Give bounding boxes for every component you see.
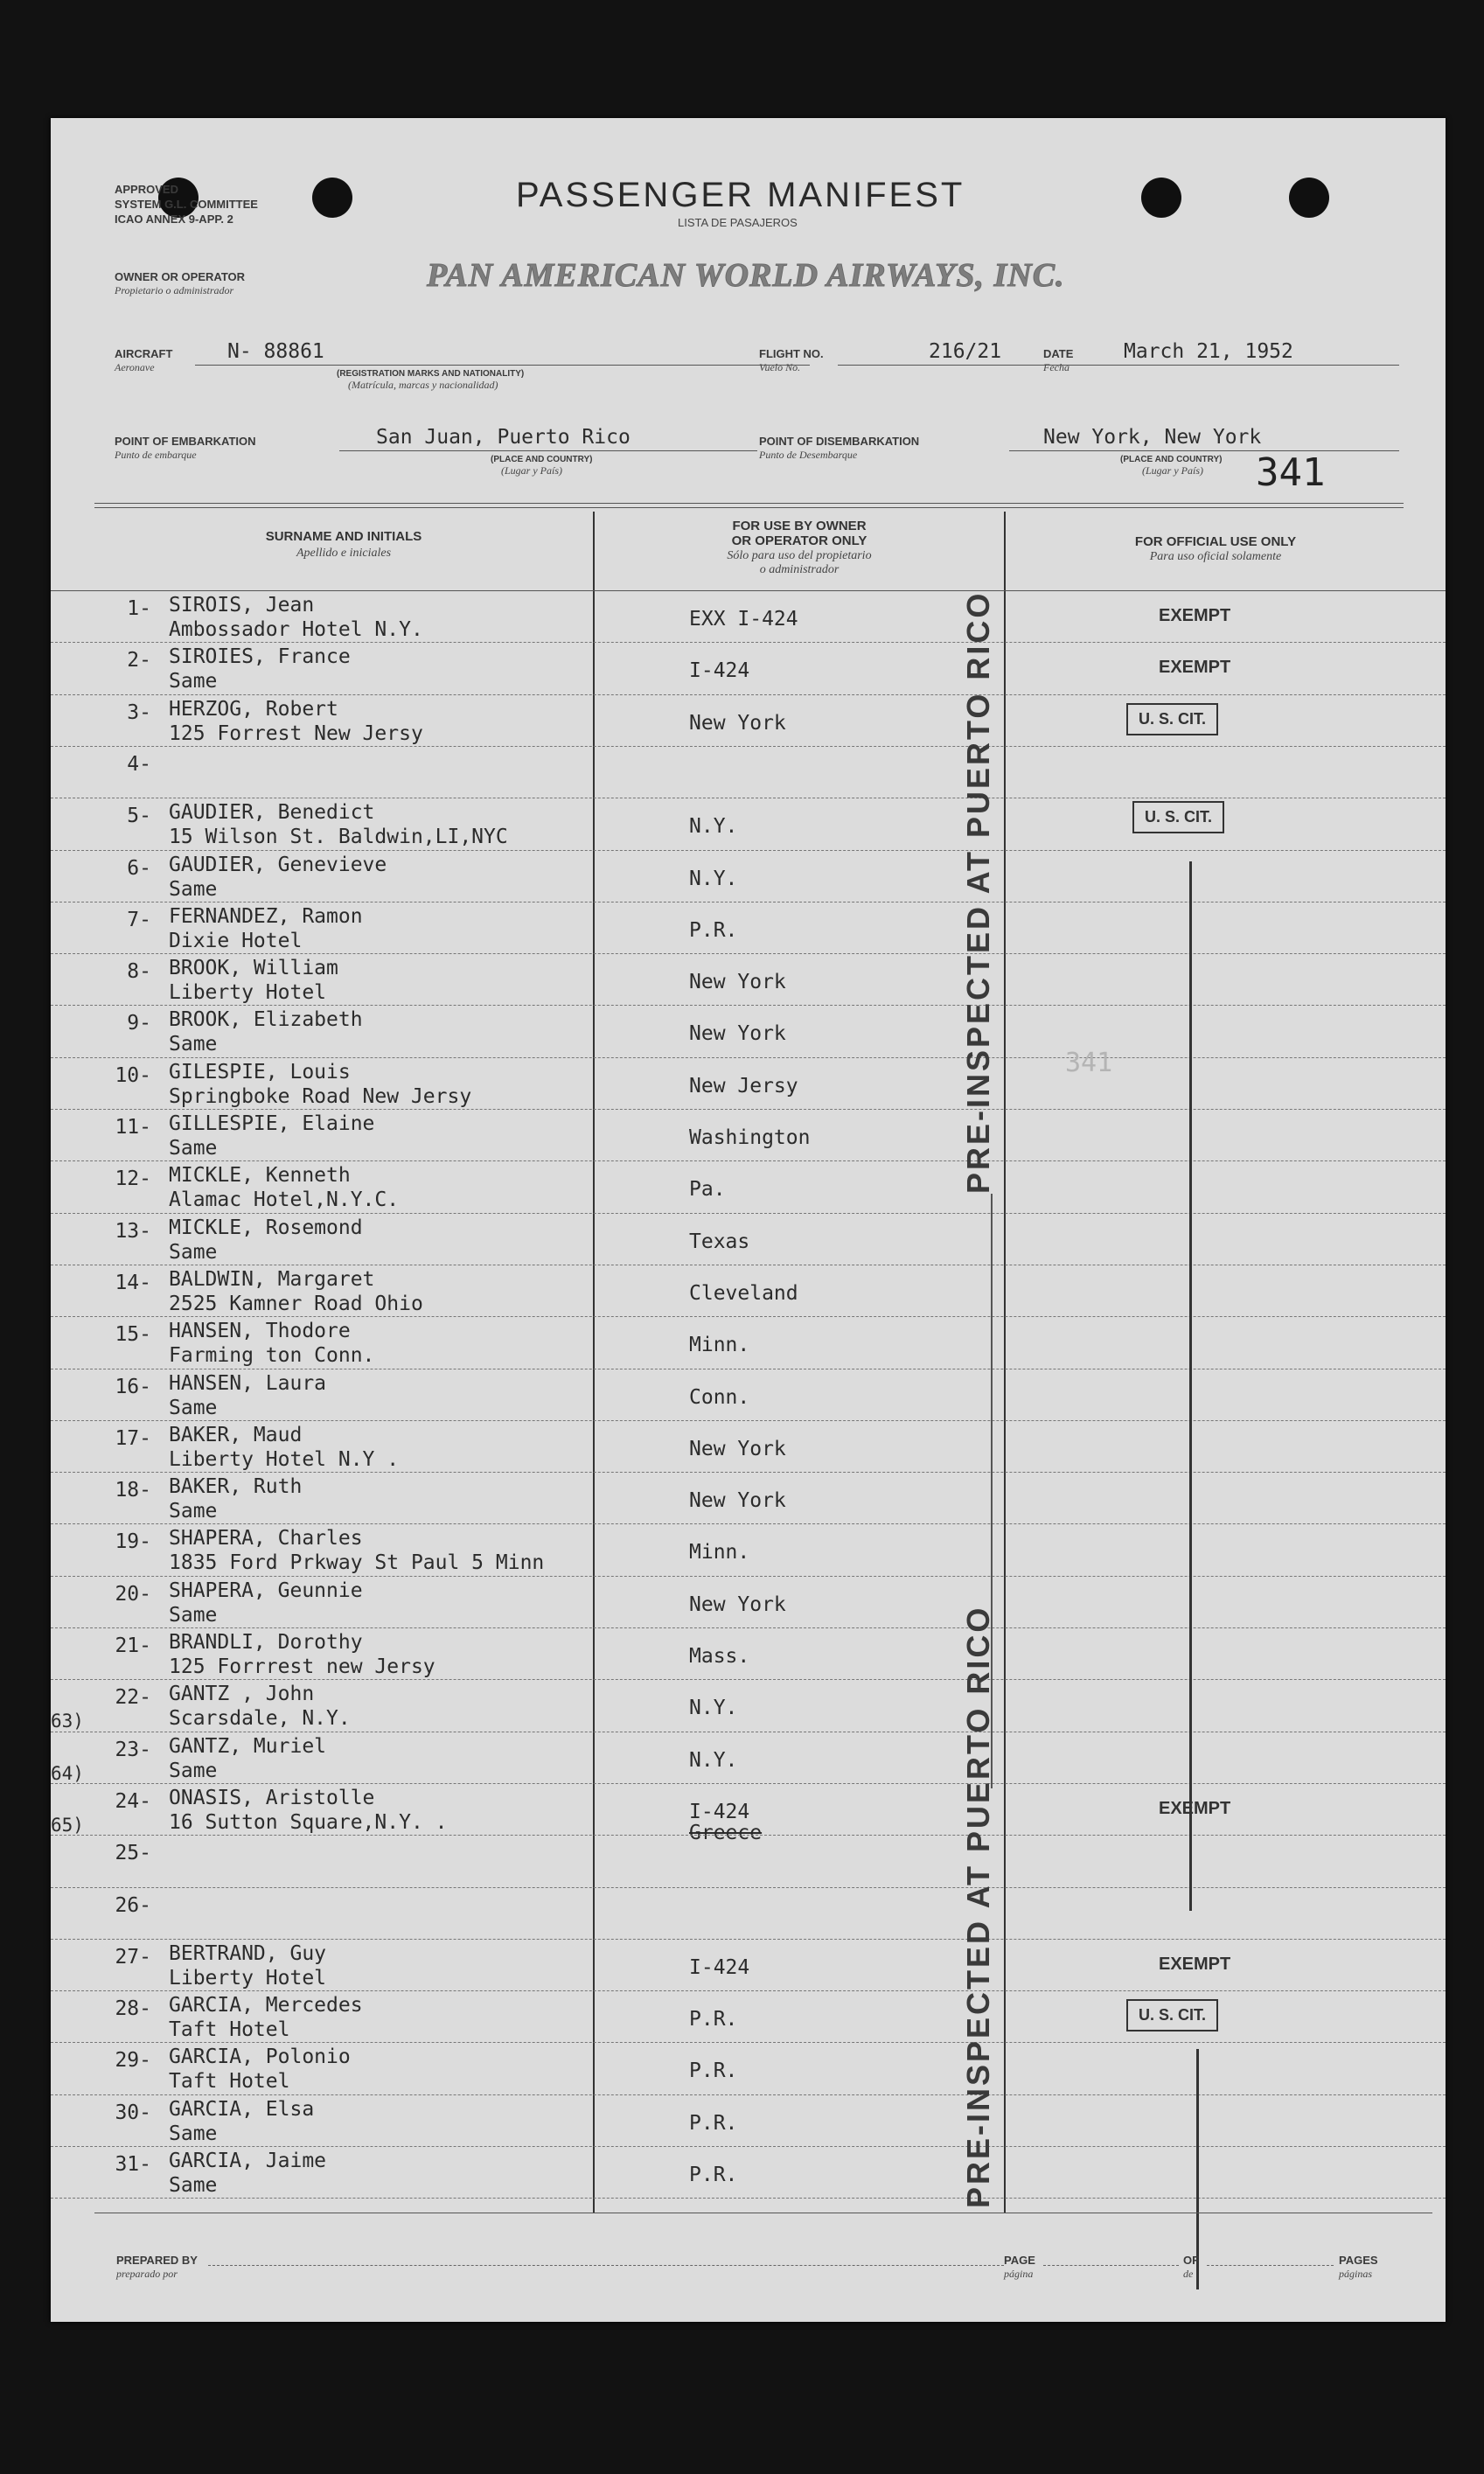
col1-header: SURNAME AND INITIALS [265, 529, 422, 544]
passenger-address: Same [169, 1137, 218, 1160]
passenger-address: Dixie Hotel [169, 929, 303, 952]
passenger-address: Same [169, 2122, 218, 2145]
page-label-es: página [1004, 2268, 1034, 2280]
passenger-address: 125 Forrest New Jersy [169, 721, 423, 745]
passenger-destination: I-424 [689, 1955, 750, 1979]
row-rule [51, 1316, 1446, 1317]
row-number: 17- [115, 1426, 151, 1450]
passenger-name: SIROIS, Jean [169, 594, 315, 617]
row-rule [51, 2042, 1446, 2043]
passenger-destination: New York [689, 971, 786, 994]
registration-note: (REGISTRATION MARKS AND NATIONALITY) [337, 369, 525, 379]
passenger-name: SIROIES, France [169, 645, 351, 669]
row-number: 26- [115, 1893, 151, 1917]
col2-header-2: OR OPERATOR ONLY [731, 533, 867, 548]
stamp-bracket-line [991, 1194, 993, 1788]
passenger-name: MICKLE, Kenneth [169, 1164, 351, 1188]
passenger-address: Same [169, 1603, 218, 1627]
row-number: 6- [127, 856, 151, 880]
embark-place-note: (PLACE AND COUNTRY) [491, 455, 593, 464]
passenger-address: 2525 Kamner Road Ohio [169, 1292, 423, 1315]
disembark-value: New York, New York [1043, 426, 1262, 449]
row-number: 2- [127, 649, 151, 673]
passenger-address: Same [169, 1240, 218, 1264]
row-number: 19- [115, 1530, 151, 1554]
passenger-address: Same [169, 1033, 218, 1056]
row-rule [51, 1005, 1446, 1006]
of-label: OF [1183, 2254, 1200, 2267]
row-number: 11- [115, 1116, 151, 1139]
row-rule [51, 1160, 1446, 1161]
row-rule [51, 2146, 1446, 2147]
row-number: 15- [115, 1323, 151, 1347]
of-label-es: de [1183, 2268, 1194, 2280]
row-rule [51, 1627, 1446, 1628]
row-number: 22- [115, 1686, 151, 1710]
owner-label: OWNER OR OPERATOR [115, 270, 246, 283]
passenger-address: Same [169, 2174, 218, 2197]
passenger-name: GARCIA, Mercedes [169, 1994, 363, 2018]
passenger-destination: New Jersy [689, 1074, 798, 1098]
manifest-sheet [51, 118, 1446, 2322]
passenger-address: Ambossador Hotel N.Y. [169, 618, 423, 641]
passenger-destination: EXX I-424 [689, 608, 798, 631]
passenger-address: Farming ton Conn. [169, 1344, 375, 1368]
page-title: PASSENGER MANIFEST [516, 176, 965, 214]
passenger-destination: N.Y. [689, 1697, 738, 1720]
col1-subheader: Apellido e iniciales [296, 547, 392, 560]
passenger-address: Liberty Hotel N.Y . [169, 1447, 400, 1471]
passenger-destination: Minn. [689, 1541, 750, 1565]
col2-subheader-1: Sólo para uso del propietario [727, 549, 872, 562]
row-rule [51, 694, 1446, 695]
approval-line1: APPROVED [115, 183, 178, 196]
page-title-es: LISTA DE PASAJEROS [678, 216, 798, 229]
row-number: 18- [115, 1479, 151, 1502]
passenger-name: GANTZ, Muriel [169, 1734, 327, 1758]
passenger-name: BROOK, Elizabeth [169, 1008, 363, 1032]
operator-name: PAN AMERICAN WORLD AIRWAYS, INC. [427, 257, 1065, 294]
passenger-destination: Cleveland [689, 1281, 798, 1305]
passenger-destination: Minn. [689, 1334, 750, 1357]
passenger-name: GILESPIE, Louis [169, 1060, 351, 1084]
row-number: 4- [127, 752, 151, 776]
row-number: 10- [115, 1063, 151, 1087]
row-rule [51, 1472, 1446, 1473]
passenger-destination: P.R. [689, 2164, 738, 2186]
passenger-destination: New York [689, 1592, 786, 1616]
passenger-address: Alamac Hotel,N.Y.C. [169, 1188, 400, 1212]
ghost-number: 341 [1065, 1048, 1113, 1078]
row-number: 16- [115, 1375, 151, 1398]
row-number: 12- [115, 1167, 151, 1191]
passenger-name: BRANDLI, Dorothy [169, 1631, 363, 1654]
approval-line3: ICAO ANNEX 9-APP. 2 [115, 213, 233, 226]
row-number: 25- [115, 1842, 151, 1865]
col3-subheader: Para uso oficial solamente [1149, 550, 1282, 563]
row-number: 29- [115, 2049, 151, 2073]
row-rule [51, 1420, 1446, 1421]
passenger-name: MICKLE, Rosemond [169, 1216, 363, 1239]
passenger-name: FERNANDEZ, Ramon [169, 904, 363, 928]
passenger-name: HERZOG, Robert [169, 697, 338, 721]
row-rule [51, 1057, 1446, 1058]
preinspected-stamp: PRE-INSPECTED AT PUERTO RICO [960, 590, 996, 1194]
us-cit-stamp: U. S. CIT. [1126, 1999, 1218, 2031]
date-label: DATE [1043, 347, 1074, 360]
row-number: 9- [127, 1012, 151, 1035]
owner-label-es: Propietario o administrador [115, 284, 234, 296]
passenger-name: ONASIS, Aristolle [169, 1786, 375, 1809]
passenger-name: GARCIA, Jaime [169, 2150, 327, 2172]
date-value: March 21, 1952 [1124, 340, 1293, 363]
row-number: 5- [127, 805, 151, 828]
punch-hole [1289, 178, 1329, 218]
passenger-address: Same [169, 1396, 218, 1419]
passenger-address: Springboke Road New Jersy [169, 1084, 472, 1108]
passenger-name: BAKER, Maud [169, 1423, 303, 1446]
disembark-place-note-es: (Lugar y País) [1142, 464, 1203, 477]
passenger-name: GARCIA, Elsa [169, 2097, 315, 2121]
passenger-name: GAUDIER, Genevieve [169, 853, 387, 876]
column-divider [593, 512, 595, 2213]
aircraft-label-es: Aeronave [115, 361, 155, 373]
passenger-address: Taft Hotel [169, 2070, 290, 2094]
registration-note-es: (Matrícula, marcas y nacionalidad) [348, 379, 498, 391]
passenger-destination: Washington [689, 1126, 811, 1149]
passenger-destination: I-424 [689, 1800, 750, 1823]
row-number: 7- [127, 908, 151, 931]
row-rule [51, 1990, 1446, 1991]
passenger-name: BAKER, Ruth [169, 1475, 303, 1499]
flight-label: FLIGHT NO. [759, 347, 824, 360]
embark-value: San Juan, Puerto Rico [376, 426, 631, 449]
row-rule [51, 2094, 1446, 2095]
col2-subheader-2: o administrador [759, 563, 840, 576]
passenger-destination: P.R. [689, 2111, 738, 2135]
passenger-name: GAUDIER, Benedict [169, 801, 375, 825]
passenger-address: Taft Hotel [169, 2018, 290, 2042]
disembark-place-note: (PLACE AND COUNTRY) [1120, 455, 1223, 464]
passenger-address: Same [169, 1759, 218, 1782]
passenger-destination: Conn. [689, 1385, 750, 1409]
punch-hole [1141, 178, 1181, 218]
prepared-label: PREPARED BY [116, 2254, 198, 2267]
passenger-destination: P.R. [689, 2059, 738, 2083]
row-number: 14- [115, 1271, 151, 1294]
flight-label-es: Vuelo No. [759, 361, 801, 373]
passenger-destination: Texas [689, 1230, 750, 1253]
passenger-destination: N.Y. [689, 867, 738, 890]
passenger-address: 125 Forrrest new Jersy [169, 1655, 435, 1678]
col2-header-1: FOR USE BY OWNER [732, 519, 867, 533]
passenger-name: HANSEN, Thodore [169, 1320, 351, 1343]
us-cit-stamp: U. S. CIT. [1126, 703, 1218, 735]
passenger-destination: I-424 [689, 659, 750, 683]
row-rule [51, 1523, 1446, 1524]
passenger-address: Liberty Hotel [169, 1966, 327, 1990]
pages-label-es: páginas [1339, 2268, 1373, 2280]
official-bracket-line [1189, 861, 1192, 1911]
passenger-address: Same [169, 1500, 218, 1523]
row-number: 8- [127, 960, 151, 984]
exempt-stamp: EXEMPT [1159, 1954, 1231, 1974]
row-number: 23- [115, 1738, 151, 1761]
pages-label: PAGES [1339, 2254, 1378, 2267]
disembark-label: POINT OF DISEMBARKATION [759, 435, 920, 448]
passenger-destination: New York [689, 1489, 786, 1513]
row-rule [51, 850, 1446, 851]
passenger-name: SHAPERA, Charles [169, 1527, 363, 1551]
exempt-stamp: EXEMPT [1159, 606, 1231, 625]
passenger-address: Liberty Hotel [169, 981, 327, 1005]
passenger-name: BERTRAND, Guy [169, 1941, 327, 1965]
passenger-destination: Mass. [689, 1645, 750, 1668]
aircraft-label: AIRCRAFT [115, 347, 173, 360]
passenger-name: HANSEN, Laura [169, 1371, 327, 1395]
flight-value: 216/21 [929, 340, 1002, 363]
passenger-address: Scarsdale, N.Y. [169, 1707, 351, 1731]
exempt-stamp: EXEMPT [1159, 658, 1231, 678]
row-number: 30- [115, 2101, 151, 2124]
row-rule [51, 2198, 1446, 2199]
passenger-destination: New York [689, 1437, 786, 1460]
passenger-destination: Pa. [689, 1178, 726, 1202]
aircraft-value: N- 88861 [227, 340, 324, 363]
row-rule [51, 1939, 1446, 1940]
row-margin-note: 64) [51, 1762, 84, 1784]
passenger-destination-2: Greece [689, 1821, 763, 1844]
passenger-destination: New York [689, 1022, 786, 1046]
passenger-name: SHAPERA, Geunnie [169, 1578, 363, 1602]
row-rule [51, 1576, 1446, 1577]
embark-label: POINT OF EMBARKATION [115, 435, 256, 448]
embark-label-es: Punto de embarque [115, 449, 197, 461]
passenger-destination: P.R. [689, 918, 738, 942]
embark-place-note-es: (Lugar y País) [501, 464, 562, 477]
row-rule [51, 953, 1446, 954]
row-number: 20- [115, 1582, 151, 1606]
approval-line2: SYSTEM G.L. COMMITTEE [115, 198, 258, 211]
exempt-stamp: EXEMPT [1159, 1798, 1231, 1818]
us-cit-stamp: U. S. CIT. [1132, 801, 1224, 833]
passenger-address: 15 Wilson St. Baldwin,LI,NYC [169, 826, 508, 849]
passenger-destination: N.Y. [689, 815, 738, 839]
passenger-name: GARCIA, Polonio [169, 2045, 351, 2069]
row-number: 1- [127, 597, 151, 620]
row-rule [51, 1109, 1446, 1110]
row-rule [51, 642, 1446, 643]
passenger-destination: N.Y. [689, 1748, 738, 1772]
passenger-name: GILLESPIE, Elaine [169, 1112, 375, 1135]
row-number: 21- [115, 1634, 151, 1657]
preinspected-stamp: PRE-INSPECTED AT PUERTO RICO [960, 1605, 996, 2208]
row-number: 28- [115, 1997, 151, 2021]
date-label-es: Fecha [1043, 361, 1069, 373]
passenger-name: BALDWIN, Margaret [169, 1267, 375, 1291]
sheet-number: 341 [1256, 450, 1326, 495]
row-rule [51, 1887, 1446, 1888]
passenger-destination: New York [689, 711, 786, 735]
passenger-name: BROOK, William [169, 957, 338, 980]
row-rule [51, 1783, 1446, 1784]
prepared-label-es: preparado por [116, 2268, 178, 2280]
col3-header: FOR OFFICIAL USE ONLY [1134, 534, 1297, 549]
row-number: 31- [115, 2153, 151, 2176]
row-number: 27- [115, 1945, 151, 1969]
column-divider [1004, 512, 1006, 2213]
row-rule [51, 1213, 1446, 1214]
passenger-address: Same [169, 670, 218, 693]
passenger-address: Same [169, 877, 218, 901]
row-rule [51, 1835, 1446, 1836]
row-number: 13- [115, 1219, 151, 1243]
row-rule [51, 746, 1446, 747]
row-number: 3- [127, 700, 151, 724]
page-label: PAGE [1004, 2254, 1035, 2267]
punch-hole [312, 178, 352, 218]
disembark-label-es: Punto de Desembarque [759, 449, 858, 461]
passenger-name: GANTZ , John [169, 1683, 315, 1706]
passenger-address: 1835 Ford Prkway St Paul 5 Minn [169, 1551, 545, 1575]
row-margin-note: 65) [51, 1814, 84, 1836]
row-rule [51, 1679, 1446, 1680]
row-margin-note: 63) [51, 1711, 84, 1732]
passenger-address: 16 Sutton Square,N.Y. . [169, 1810, 448, 1834]
passenger-destination: P.R. [689, 2008, 738, 2031]
row-number: 24- [115, 1789, 151, 1813]
